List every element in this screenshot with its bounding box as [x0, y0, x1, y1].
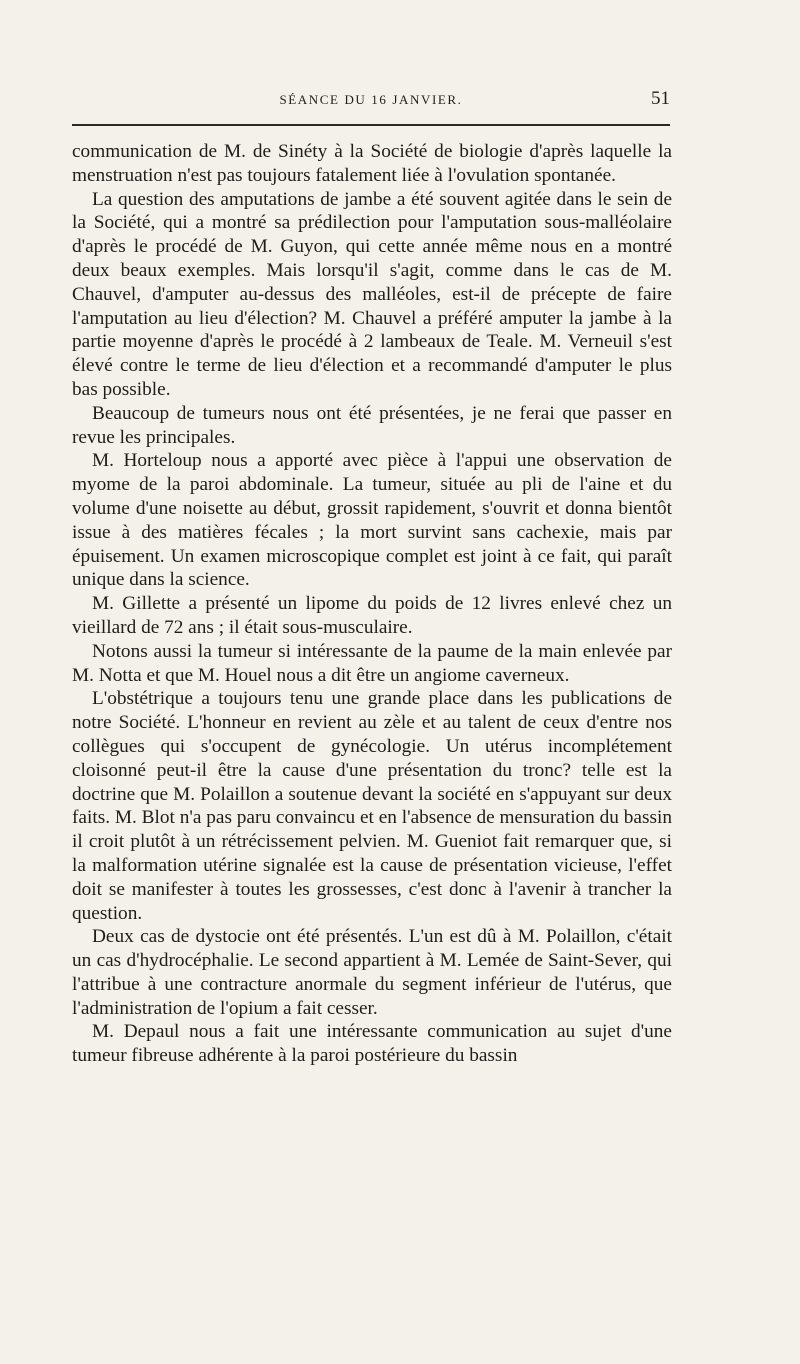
- paragraph-tumeurs: Beaucoup de tumeurs nous ont été présentées, je ne ferai que passer en revue les principales.: [72, 402, 672, 448]
- running-head: [72, 88, 670, 114]
- header-rule: [72, 124, 670, 126]
- running-head-title: SÉANCE DU 16 JANVIER.: [279, 92, 463, 107]
- paragraph-obstetrique: L'obstétrique a toujours tenu une grande place dans les publications de notre Société. L'honneur en revient au zèle et au talent de ceux d'entre nos collègues qui s'occupent de gynécologie. Un utérus incomplétement cloisonné peut-il être la cause d'une présentation du tronc? telle est la doctrine que M. Polaillon a soutenue devant la société en s'appuyant sur deux faits. M. Blot n'a pas paru convaincu et en l'absence de mensuration du bassin il croit plutôt à un rétrécissement pelvien. M. Gueniot fait remarquer que, si la malformation utérine signalée est la cause de présentation vicieuse, l'effet doit se manifester à toutes les grossesses, c'est donc à l'avenir à trancher la question.: [72, 688, 672, 924]
- paragraph-dystocie: Deux cas de dystocie ont été présentés. L'un est dû à M. Polaillon, c'était un cas d'hydrocéphalie. Le second appartient à M. Lemée de Saint-Sever, qui l'attribue à une contracture anormale du segment inférieur de l'utérus, que l'administration de l'opium a fait cesser.: [72, 926, 672, 1019]
- body-text: [72, 140, 672, 1068]
- paragraph-notta: Notons aussi la tumeur si intéressante de la paume de la main enlevée par M. Notta et que M. Houel nous a dit être un angiome caverneux.: [72, 640, 672, 686]
- paragraph-continuation: communication de M. de Sinéty à la Société de biologie d'après laquelle la menstruation n'est pas toujours fatalement liée à l'ovulation spontanée.: [72, 141, 672, 186]
- paragraph-gillette: M. Gillette a présenté un lipome du poids de 12 livres enlevé chez un vieillard de 72 ans ; il était sous-musculaire.: [72, 593, 672, 638]
- paragraph-amputations: La question des amputations de jambe a été souvent agitée dans le sein de la Société, qui a montré sa prédilection pour l'amputation sous-malléolaire d'après le procédé de M. Guyon, qui cette année même nous en a montré deux beaux exemples. Mais lorsqu'il s'agit, comme dans le cas de M. Chauvel, d'amputer au-dessus des malléoles, est-il de précepte de faire l'amputation au lieu d'élection? M. Chauvel a préféré amputer la jambe à la partie moyenne d'après le procédé à 2 lambeaux de Teale. M. Verneuil s'est élevé contre le terme de lieu d'élection et a recommandé d'amputer le plus bas possible.: [72, 188, 672, 400]
- paragraph-horteloup: M. Horteloup nous a apporté avec pièce à l'appui une observation de myome de la paroi abdominale. La tumeur, située au pli de l'aine et du volume d'une noisette au début, grossit rapidement, s'ouvrit et donna bientôt issue à des matières fécales ; la mort survint sans cachexie, mais par épuisement. Un examen microscopique complet est joint à ce fait, qui paraît unique dans la science.: [72, 450, 672, 591]
- page-number: 51: [651, 88, 670, 109]
- paragraph-depaul: M. Depaul nous a fait une intéressante communication au sujet d'une tumeur fibreuse adhérente à la paroi postérieure du bassin: [72, 1021, 672, 1067]
